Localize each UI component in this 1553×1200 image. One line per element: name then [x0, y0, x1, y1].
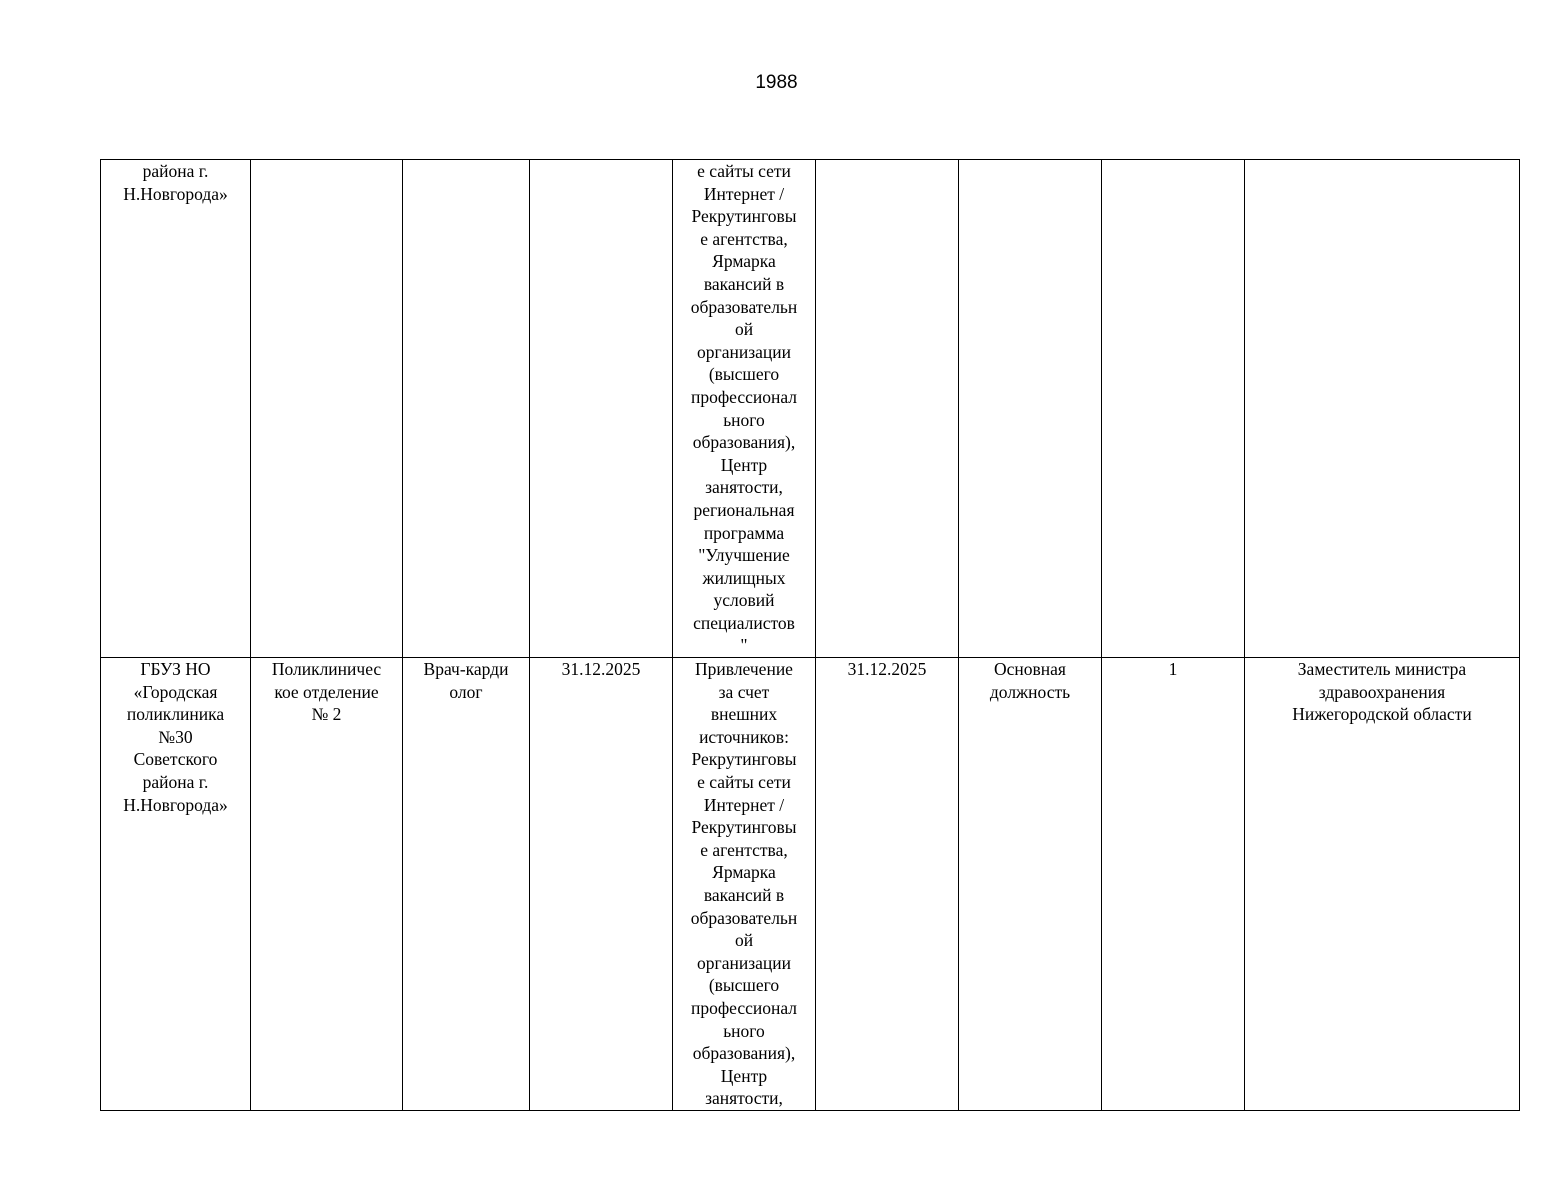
- cell-text: 31.12.2025: [847, 659, 927, 680]
- cell-position: [403, 658, 530, 1111]
- page-number: 1988: [755, 72, 798, 93]
- cell-organization: [101, 658, 251, 1111]
- cell-date: [530, 658, 673, 1111]
- cell-position: [403, 160, 530, 658]
- table-row: [101, 658, 1520, 1111]
- cell-count: [1102, 658, 1245, 1111]
- cell-responsible: [1245, 658, 1520, 1111]
- cell-text: Основная должность: [989, 659, 1071, 702]
- cell-text: Поликлиничес кое отделение № 2: [271, 659, 382, 725]
- cell-text: е сайты сети Интернет / Рекрутинговы е агентства, Ярмарка вакансий в образовательн ой организации (высшего профессионал ьного образования), Центр занятости, региональная программа "Улучшение жилищных условий специалистов ": [690, 161, 798, 656]
- cell-deadline: [816, 160, 959, 658]
- cell-deadline: [816, 658, 959, 1111]
- cell-count: [1102, 160, 1245, 658]
- cell-text: Врач-карди олог: [423, 659, 509, 702]
- cell-organization: [101, 160, 251, 658]
- cell-text: 1: [1168, 659, 1178, 680]
- cell-recruitment-method: [673, 658, 816, 1111]
- cell-text: Заместитель министра здравоохранения Нижегородской области: [1292, 659, 1472, 725]
- table-row: [101, 160, 1520, 658]
- cell-recruitment-method: [673, 160, 816, 658]
- cell-text: 31.12.2025: [561, 659, 641, 680]
- cell-responsible: [1245, 160, 1520, 658]
- cell-text: района г. Н.Новгорода»: [123, 161, 228, 204]
- cell-department: [251, 160, 403, 658]
- cell-text: Привлечение за счет внешних источников: Рекрутинговы е сайты сети Интернет / Рекрутинговы е агентства, Ярмарка вакансий в образовательн ой организации (высшего профессионал ьного образования), Центр занятости,: [690, 659, 798, 1109]
- vacancy-table: [100, 159, 1520, 1111]
- cell-position-type: [959, 658, 1102, 1111]
- cell-date: [530, 160, 673, 658]
- cell-text: ГБУЗ НО «Городская поликлиника №30 Советского района г. Н.Новгорода»: [123, 659, 228, 815]
- cell-department: [251, 658, 403, 1111]
- cell-position-type: [959, 160, 1102, 658]
